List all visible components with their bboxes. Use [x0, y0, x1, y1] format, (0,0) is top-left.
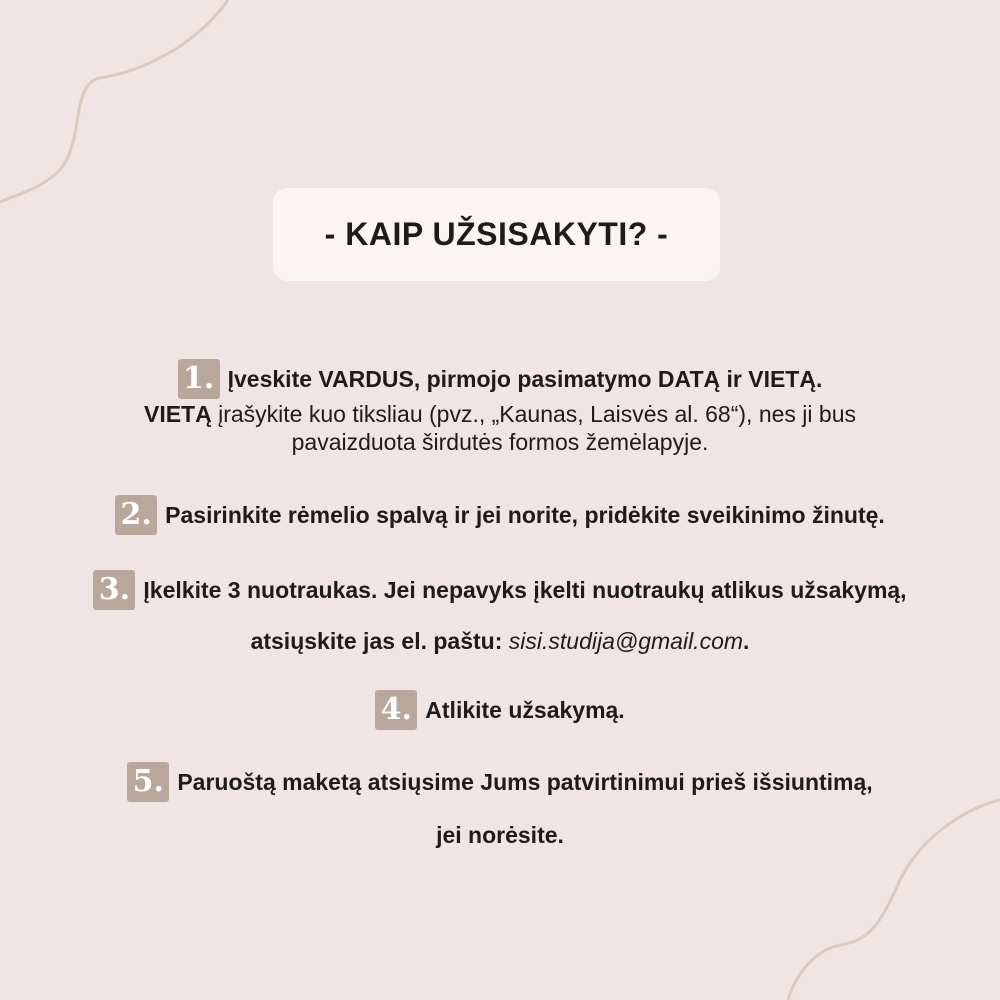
step-number-badge: 5.	[127, 762, 169, 802]
step-4	[0, 692, 1000, 732]
step-2-text: Pasirinkite rėmelio spalvą ir jei norite, pridėkite sveikinimo žinutę.	[165, 502, 885, 529]
step-5-line-1	[0, 764, 1000, 804]
step-number-badge: 1.	[178, 359, 220, 399]
step-5	[0, 764, 1000, 850]
step-5-line-2: jei norėsite.	[436, 822, 564, 848]
step-2	[0, 497, 1000, 537]
step-3-suffix: .	[743, 628, 750, 654]
step-5-text: Paruoštą maketą atsiųsime Jums patvirtinimui prieš išsiuntimą,	[177, 769, 873, 796]
step-number-badge: 4.	[375, 690, 417, 730]
step-2-line-1	[0, 497, 1000, 537]
step-3	[0, 572, 1000, 656]
step-3-text: Įkelkite 3 nuotraukas. Jei nepavyks įkelti nuotraukų atlikus užsakymą,	[143, 577, 907, 604]
step-3-line-1	[0, 572, 1000, 612]
step-1-text: Įveskite VARDUS, pirmojo pasimatymo DATĄ ir VIETĄ.	[227, 366, 823, 393]
top-left-curve	[0, 0, 228, 202]
page-title: - KAIP UŽSISAKYTI? -	[324, 216, 669, 252]
step-4-line-1	[0, 692, 1000, 732]
step-1-line-3: pavaizduota širdutės formos žemėlapyje.	[291, 428, 709, 455]
title-box	[273, 188, 720, 281]
step-1-emphasis: VIETĄ	[143, 401, 212, 427]
step-1-detail: įrašykite kuo tiksliau (pvz., „Kaunas, Laisvės al. 68“), nes ji bus	[211, 401, 856, 427]
step-number-badge: 2.	[115, 495, 157, 535]
step-3-prefix: atsiųskite jas el. paštu:	[250, 628, 509, 654]
step-1-line-1	[0, 361, 1000, 401]
step-number-badge: 3.	[93, 570, 135, 610]
step-1-line-2	[0, 401, 1000, 429]
email-link[interactable]: sisi.studija@gmail.com	[508, 628, 744, 654]
step-3-line-2	[0, 628, 1000, 656]
step-1	[0, 361, 1000, 456]
step-4-text: Atlikite užsakymą.	[425, 697, 625, 724]
